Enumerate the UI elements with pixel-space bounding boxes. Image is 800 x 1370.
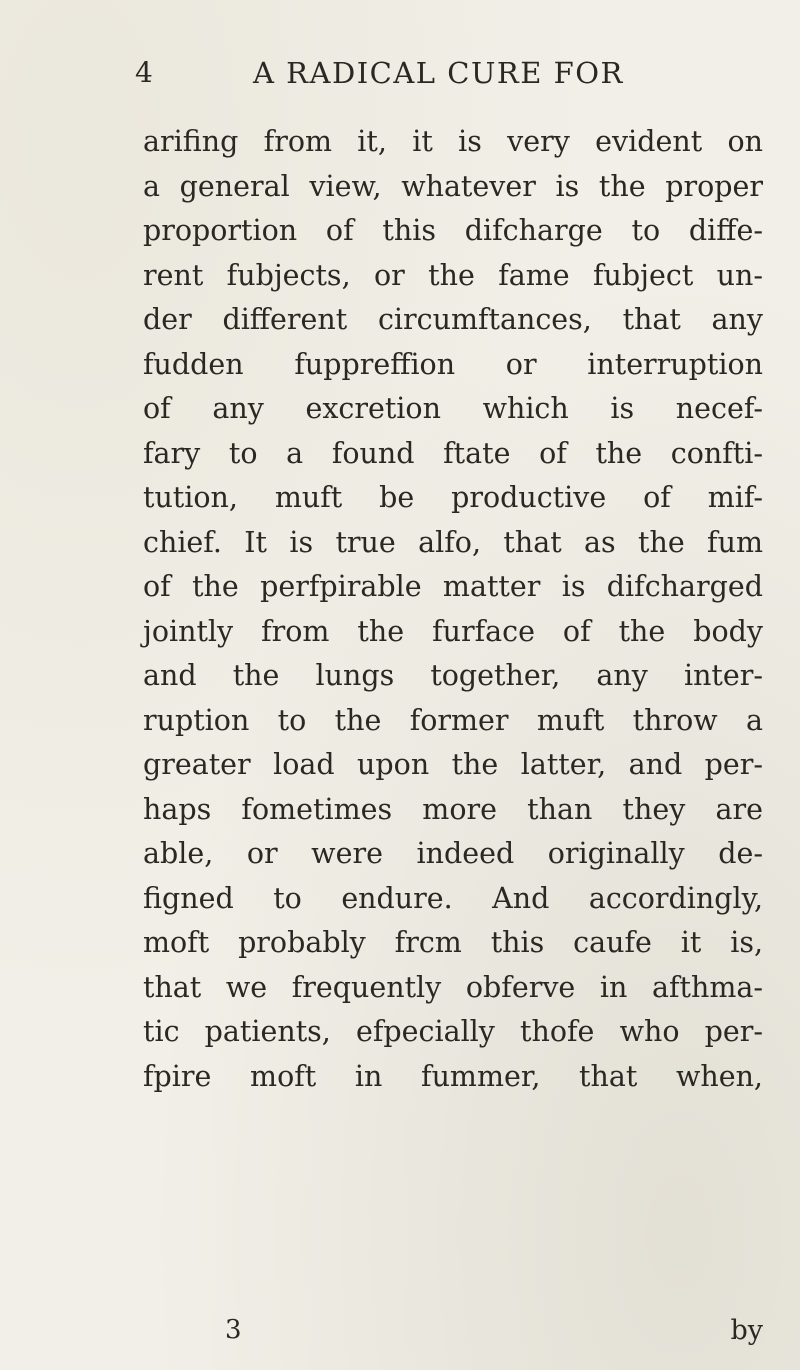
text-line: haps fometimes more than they are (143, 792, 763, 826)
catchword: by (730, 1315, 763, 1346)
text-line: tution, muft be productive of mif- (143, 481, 763, 514)
text-line: and the lungs together, any inter- (143, 659, 763, 692)
text-line: greater load upon the latter, and per- (143, 748, 763, 781)
text-line: der different circumftances, that any (143, 303, 763, 336)
text-line: proportion of this difcharge to diffe- (143, 214, 763, 247)
text-line: rent fubjects, or the fame fubject un- (143, 258, 763, 292)
text-line: of the perfpirable matter is difcharged (143, 570, 763, 603)
text-line: tic patients, efpecially thofe who per- (143, 1015, 763, 1048)
body-text (143, 120, 763, 1099)
text-line: able, or were indeed originally de- (143, 837, 763, 870)
text-line: fudden fuppreffion or interruption (143, 347, 763, 381)
text-line: figned to endure. And accordingly, (143, 881, 763, 915)
text-line: of any excretion which is necef- (143, 392, 763, 425)
page-footer (143, 1315, 763, 1355)
signature-mark: 3 (225, 1315, 242, 1345)
text-line: arifing from it, it is very evident on (143, 125, 763, 158)
running-head: A RADICAL CURE FOR (253, 56, 624, 90)
text-line: moft probably frcm this caufe it is, (143, 926, 763, 959)
text-line: fary to a found ftate of the confti- (143, 436, 763, 470)
text-line: ruption to the former muft throw a (143, 703, 763, 737)
text-line: jointly from the furface of the body (143, 614, 763, 648)
page-header (135, 56, 695, 96)
text-line: chief. It is true alfo, that as the fum (143, 525, 763, 559)
text-line: that we frequently obferve in afthma- (143, 970, 763, 1004)
text-line: fpire moft in fummer, that when, (143, 1059, 763, 1093)
page-number: 4 (135, 56, 153, 89)
text-line: a general view, whatever is the proper (143, 169, 763, 203)
